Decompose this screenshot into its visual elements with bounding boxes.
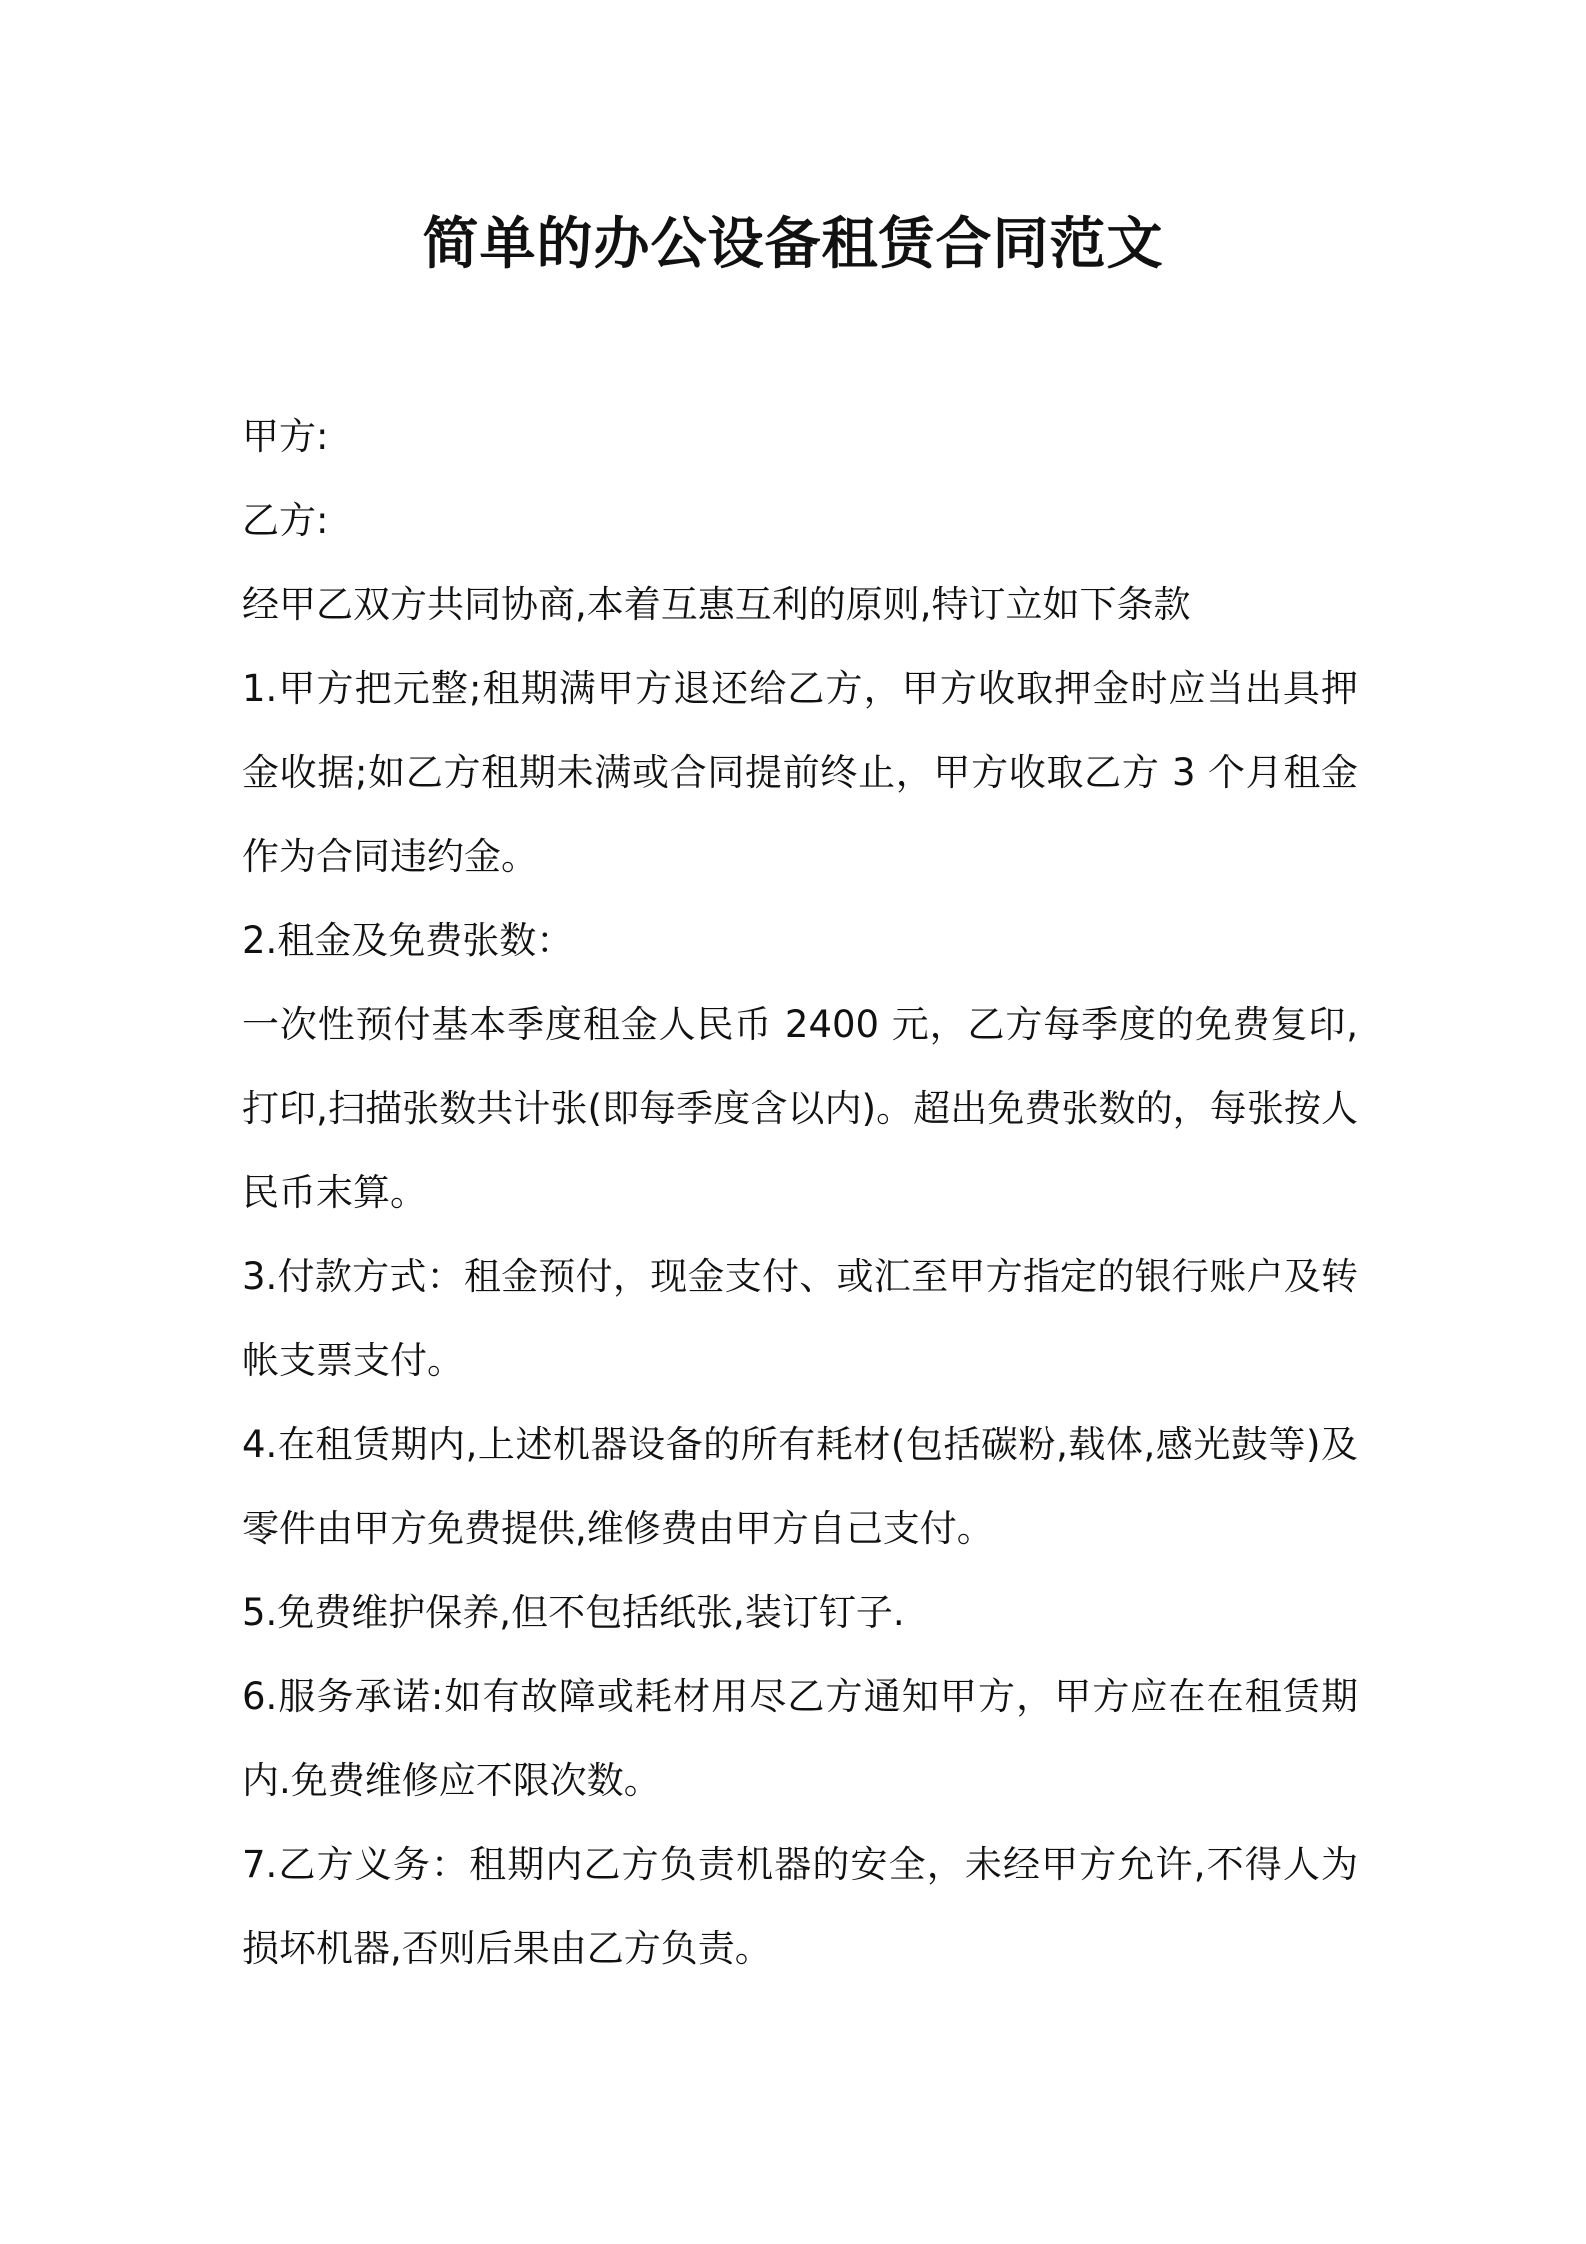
paragraph-line: 帐支票支付。	[242, 1339, 464, 1382]
preamble-paragraph	[242, 563, 1358, 647]
paragraph-line: 1.甲方把元整;租期满甲方退还给乙方，甲方收取押金时应当出具押	[242, 667, 1358, 710]
paragraph-line: 6.服务承诺:如有故障或耗材用尽乙方通知甲方，甲方应在在租赁期	[242, 1675, 1358, 1718]
clause-3-payment	[242, 1235, 1358, 1403]
clause-5-maintenance	[242, 1571, 1358, 1655]
paragraph-line: 打印,扫描张数共计张(即每季度含以内)。超出免费张数的，每张按人	[242, 1087, 1358, 1130]
clause-6-service	[242, 1655, 1358, 1823]
paragraph-line: 内.免费维修应不限次数。	[242, 1759, 661, 1802]
paragraph-line: 金收据;如乙方租期未满或合同提前终止，甲方收取乙方 3 个月租金	[242, 751, 1358, 794]
paragraph-line: 损坏机器,否则后果由乙方负责。	[242, 1927, 772, 1970]
paragraph-line: 一次性预付基本季度租金人民币 2400 元，乙方每季度的免费复印,	[242, 1003, 1358, 1046]
clause-2-heading	[242, 899, 1358, 983]
paragraph-line: 民币末算。	[242, 1171, 427, 1214]
clause-2-rent-details	[242, 983, 1358, 1235]
paragraph-line: 5.免费维护保养,但不包括纸张,装订钉子.	[242, 1591, 905, 1634]
party-a-paragraph	[242, 395, 1358, 479]
paragraph-line: 7.乙方义务：租期内乙方负责机器的安全，未经甲方允许,不得人为	[242, 1843, 1358, 1886]
paragraph-line: 作为合同违约金。	[242, 835, 538, 878]
paragraph-line: 4.在租赁期内,上述机器设备的所有耗材(包括碳粉,载体,感光鼓等)及	[242, 1423, 1358, 1466]
clause-4-consumables	[242, 1403, 1358, 1571]
document-title: 简单的办公设备租赁合同范文	[422, 212, 1164, 277]
paragraph-line: 零件由甲方免费提供,维修费由甲方自己支付。	[242, 1507, 994, 1550]
paragraph-line: 乙方:	[242, 499, 329, 542]
document-body	[242, 395, 1358, 1991]
paragraph-line: 甲方:	[242, 415, 329, 458]
paragraph-line: 2.租金及免费张数：	[242, 919, 574, 962]
clause-7-obligations	[242, 1823, 1358, 1991]
party-b-paragraph	[242, 479, 1358, 563]
paragraph-line: 经甲乙双方共同协商,本着互惠互利的原则,特订立如下条款	[242, 583, 1191, 626]
clause-1-deposit	[242, 647, 1358, 899]
paragraph-line: 3.付款方式：租金预付，现金支付、或汇至甲方指定的银行账户及转	[242, 1255, 1358, 1298]
